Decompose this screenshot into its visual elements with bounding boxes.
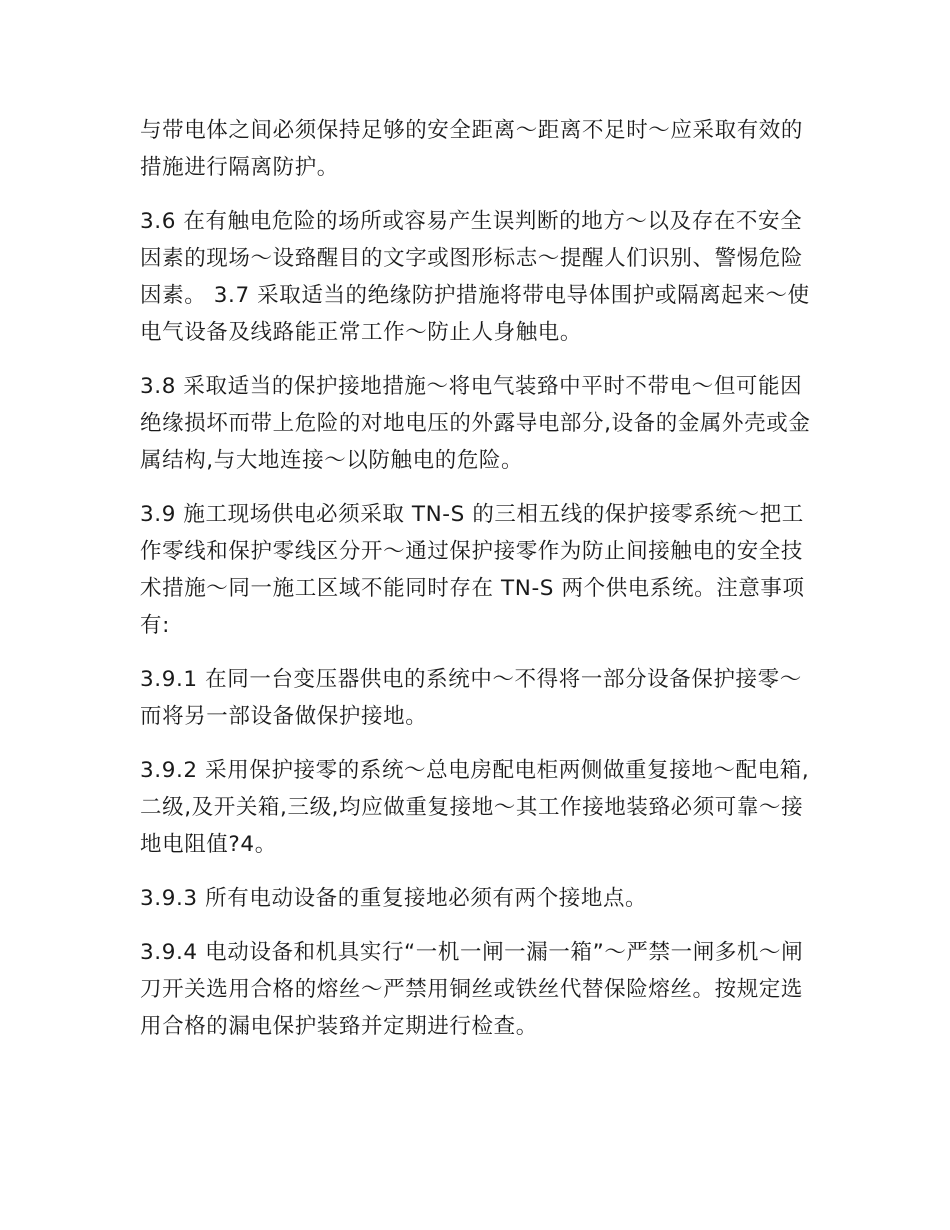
paragraph-3-9-2: 3.9.2 采用保护接零的系统～总电房配电柜两侧做重复接地～配电箱,二级,及开关箱,三级,均应做重复接地～其工作接地装臵必须可靠～接地电阻值?4。 [140, 758, 810, 857]
paragraph-3-9-1: 3.9.1 在同一台变压器供电的系统中～不得将一部分设备保护接零～而将另一部设备做保护接地。 [140, 667, 802, 729]
paragraph-3-8: 3.8 采取适当的保护接地措施～将电气装臵中平时不带电～但可能因绝缘损坏而带上危险的对地电压的外露导电部分,设备的金属外壳或金属结构,与大地连接～以防触电的危险。 [140, 374, 811, 473]
paragraph-intro: 与带电体之间必须保持足够的安全距离～距离不足时～应采取有效的措施进行隔离防护。 [140, 118, 804, 180]
paragraph-3-9-3: 3.9.3 所有电动设备的重复接地必须有两个接地点。 [140, 886, 648, 911]
document-body [140, 112, 815, 1062]
paragraph-3-9: 3.9 施工现场供电必须采取 TN-S 的三相五线的保护接零系统～把工作零线和保护零线区分开～通过保护接零作为防止间接触电的安全技术措施～同一施工区域不能同时存在 TN-S 两个供电系统。注意事项有: [140, 502, 805, 638]
paragraph-3-6: 3.6 在有触电危险的场所或容易产生误判断的地方～以及存在不安全因素的现场～设臵醒目的文字或图形标志～提醒人们识别、警惕危险因素。 3.7 采取适当的绝缘防护措施将带电导体围护或隔离起来～使电气设备及线路能正常工作～防止人身触电。 [140, 209, 810, 345]
paragraph-3-9-4: 3.9.4 电动设备和机具实行“一机一闸一漏一箱”～严禁一闸多机～闸刀开关选用合格的熔丝～严禁用铜丝或铁丝代替保险熔丝。按规定选用合格的漏电保护装臵并定期进行检查。 [140, 940, 804, 1039]
